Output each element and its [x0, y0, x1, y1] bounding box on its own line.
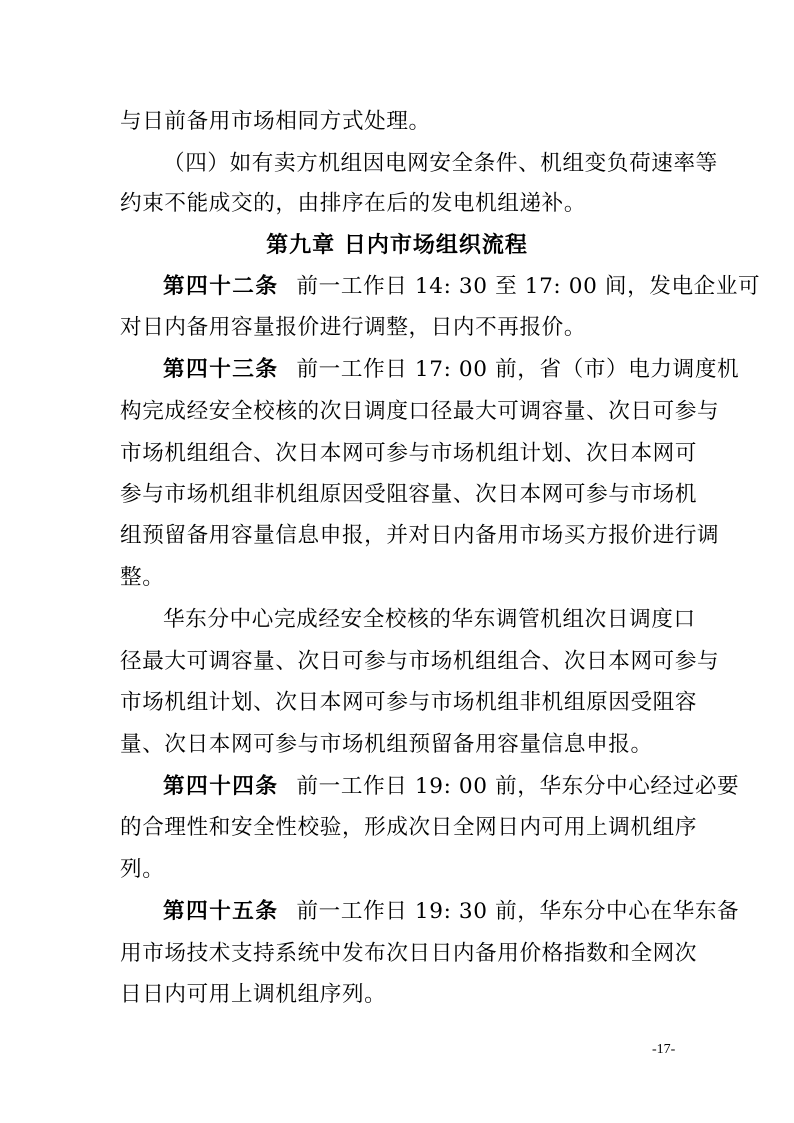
article-text: 前一工作日 19: 00 前，华东分中心经过必要 — [296, 774, 740, 799]
paragraph-line: 与日前备用市场相同方式处理。 — [120, 109, 431, 134]
paragraph-line: 约束不能成交的，由排序在后的发电机组递补。 — [120, 191, 587, 216]
paragraph-line: 对日内备用容量报价进行调整，日内不再报价。 — [120, 315, 587, 340]
paragraph-line: 构完成经安全校核的次日调度口径最大可调容量、次日可参与 — [120, 399, 720, 424]
article-42-first-line — [163, 273, 761, 301]
paragraph-line: 华东分中心完成经安全校核的华东调管机组次日调度口 — [163, 607, 696, 632]
page-number: -17- — [652, 1042, 676, 1057]
article-label: 第四十二条 — [163, 274, 279, 299]
paragraph-line: 整。 — [120, 565, 165, 590]
article-label: 第四十三条 — [163, 357, 279, 382]
paragraph-line: 径最大可调容量、次日可参与市场机组组合、次日本网可参与 — [120, 649, 720, 674]
paragraph-line: 日日内可用上调机组序列。 — [120, 982, 387, 1007]
article-label: 第四十四条 — [163, 774, 279, 799]
paragraph-line: 的合理性和安全性校验，形成次日全网日内可用上调机组序 — [120, 815, 698, 840]
article-44-first-line — [163, 773, 740, 801]
article-text: 前一工作日 17: 00 前，省（市）电力调度机 — [296, 357, 740, 382]
chapter-title: 第九章 日内市场组织流程 — [266, 233, 528, 258]
paragraph-line: 市场机组计划、次日本网可参与市场机组非机组原因受阻容 — [120, 690, 698, 715]
paragraph-line: 组预留备用容量信息申报，并对日内备用市场买方报价进行调 — [120, 523, 720, 548]
paragraph-line: （四）如有卖方机组因电网安全条件、机组变负荷速率等 — [163, 151, 718, 176]
article-text: 前一工作日 14: 30 至 17: 00 间，发电企业可 — [296, 274, 761, 299]
article-text: 前一工作日 19: 30 前，华东分中心在华东备 — [296, 899, 740, 924]
article-label: 第四十五条 — [163, 899, 279, 924]
article-45-first-line — [163, 898, 740, 926]
paragraph-line: 用市场技术支持系统中发布次日日内备用价格指数和全网次 — [120, 941, 698, 966]
paragraph-line: 量、次日本网可参与市场机组预留备用容量信息申报。 — [120, 732, 653, 757]
paragraph-line: 市场机组组合、次日本网可参与市场机组计划、次日本网可 — [120, 441, 698, 466]
paragraph-line: 参与市场机组非机组原因受阻容量、次日本网可参与市场机 — [120, 482, 698, 507]
paragraph-line: 列。 — [120, 857, 165, 882]
article-43-first-line — [163, 356, 740, 384]
